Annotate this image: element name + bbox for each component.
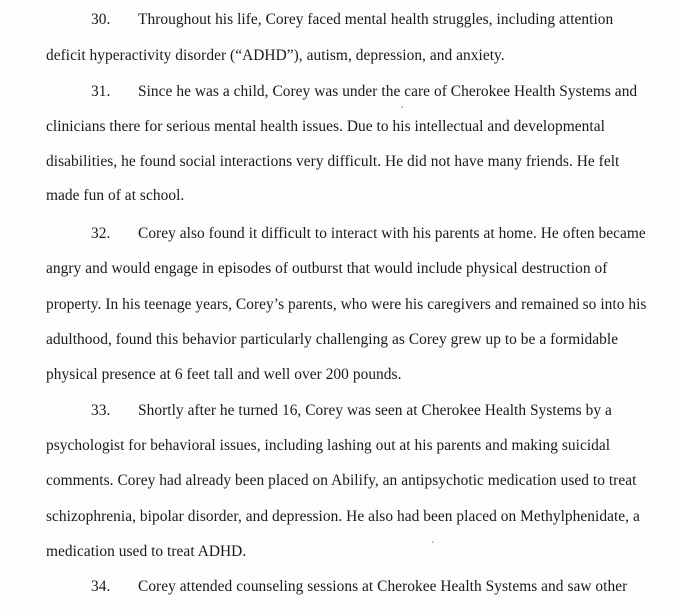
- paragraph-32-line-4: adulthood, found this behavior particularly challenging as Corey grew up to be a formidable: [46, 331, 619, 348]
- paragraph-33-line-1: [91, 402, 612, 420]
- paragraph-32-line-3: property. In his teenage years, Corey’s parents, who were his caregivers and remained so into his: [46, 296, 647, 313]
- paragraph-31-line-2: clinicians there for serious mental health issues. Due to his intellectual and developmental: [46, 118, 605, 135]
- scan-speck: [401, 106, 403, 108]
- paragraph-text: Throughout his life, Corey faced mental health struggles, including attention: [138, 11, 614, 28]
- paragraph-32-line-1: [91, 225, 646, 243]
- paragraph-32-line-5: physical presence at 6 feet tall and well over 200 pounds.: [46, 366, 402, 383]
- paragraph-31-line-4: made fun of at school.: [46, 187, 185, 204]
- paragraph-33-line-4: schizophrenia, bipolar disorder, and depression. He also had been placed on Methylphenidate, a: [46, 508, 640, 525]
- paragraph-31-line-3: disabilities, he found social interactions very difficult. He did not have many friends. He felt: [46, 153, 620, 170]
- paragraph-number: 30.: [91, 11, 111, 28]
- paragraph-number: 31.: [91, 83, 111, 100]
- paragraph-30-line-1: [91, 11, 613, 29]
- paragraph-number: 34.: [91, 578, 111, 595]
- scan-speck: [432, 541, 434, 543]
- paragraph-number: 33.: [91, 402, 111, 419]
- paragraph-33-line-5: medication used to treat ADHD.: [46, 543, 247, 560]
- paragraph-text: Shortly after he turned 16, Corey was seen at Cherokee Health Systems by a: [138, 402, 612, 419]
- paragraph-31-line-1: [91, 83, 637, 101]
- paragraph-34-line-1: [91, 578, 627, 596]
- paragraph-text: Corey also found it difficult to interact with his parents at home. He often became: [138, 225, 646, 242]
- paragraph-33-line-3: comments. Corey had already been placed on Abilify, an antipsychotic medication used to treat: [46, 472, 637, 489]
- paragraph-text: Corey attended counseling sessions at Cherokee Health Systems and saw other: [138, 578, 628, 595]
- paragraph-32-line-2: angry and would engage in episodes of outburst that would include physical destruction of: [46, 260, 608, 277]
- paragraph-text: Since he was a child, Corey was under the care of Cherokee Health Systems and: [138, 83, 638, 100]
- paragraph-number: 32.: [91, 225, 111, 242]
- paragraph-33-line-2: psychologist for behavioral issues, including lashing out at his parents and making suicidal: [46, 437, 611, 454]
- paragraph-30-line-2: deficit hyperactivity disorder (“ADHD”), autism, depression, and anxiety.: [46, 47, 505, 64]
